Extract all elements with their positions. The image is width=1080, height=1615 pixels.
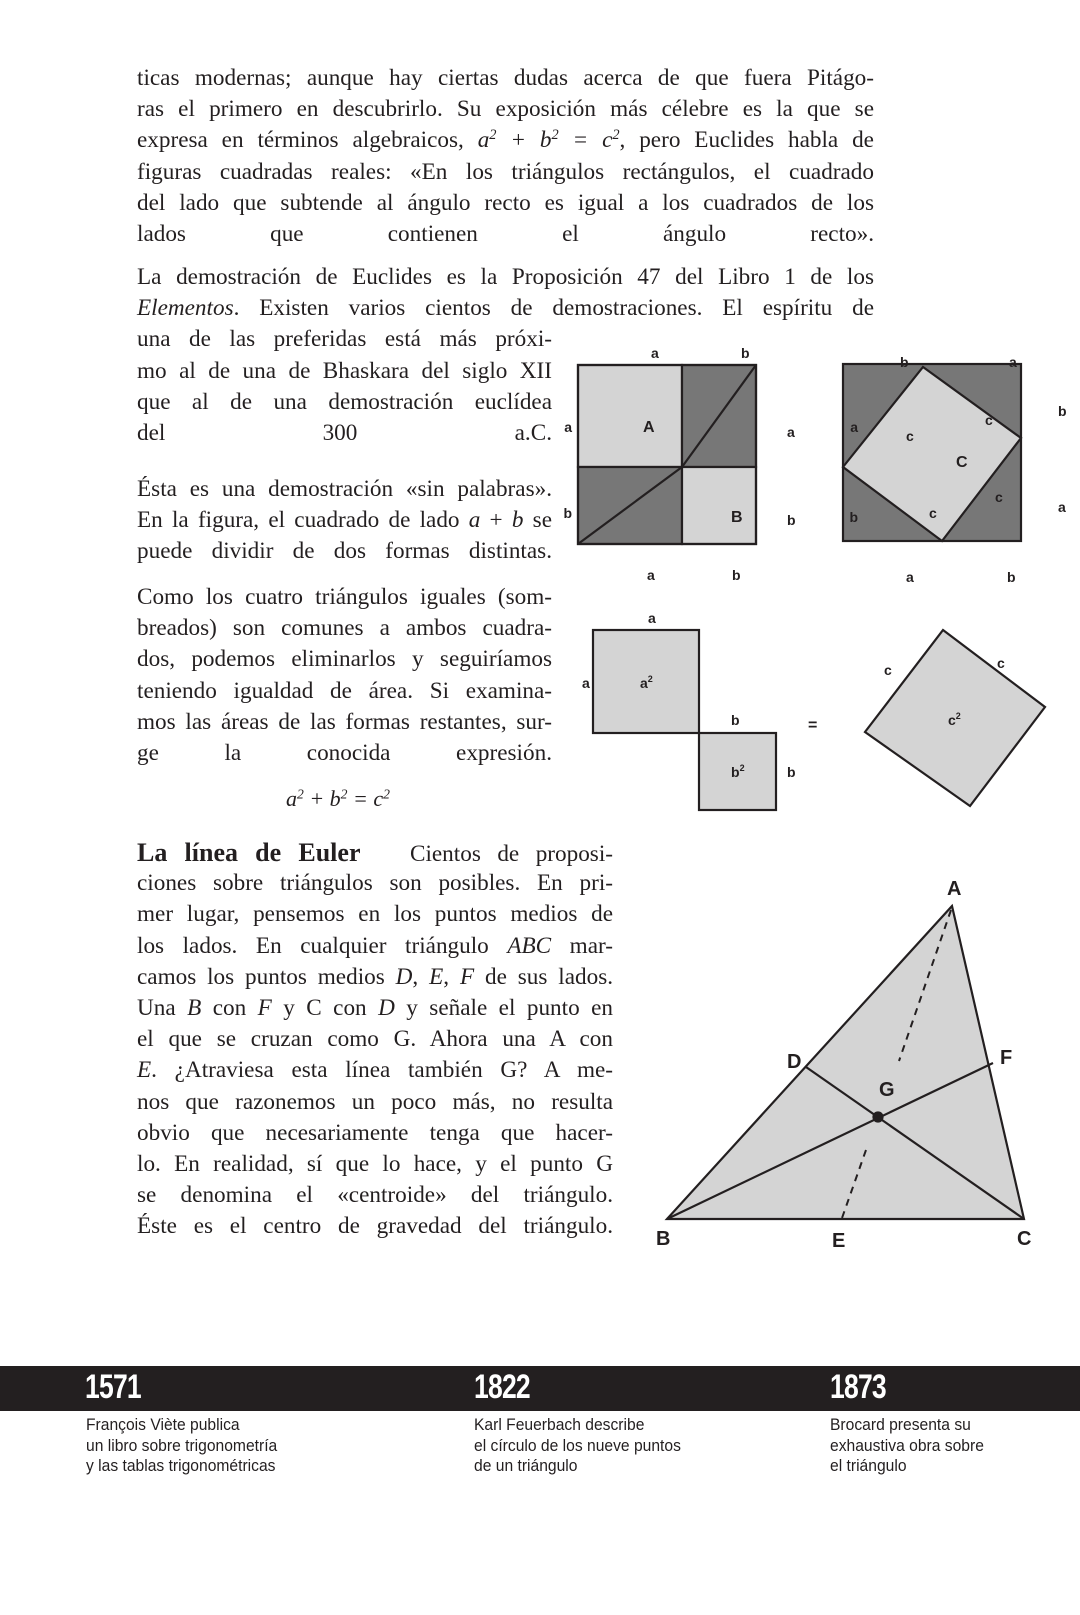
label-right-b: b — [787, 512, 796, 528]
text-line: Ésta es una demostración «sin palabras». — [137, 476, 552, 502]
label-top-b: b — [741, 345, 750, 361]
label-side-a: a — [582, 675, 590, 691]
text-line: del lado que subtende al ángulo recto es igual a los cuadrados de los — [137, 189, 874, 216]
side-label-c: c — [929, 505, 937, 521]
label-top-a: a — [651, 345, 659, 361]
text-line: ras el primero en descubrirlo. Su exposición más célebre es la que se — [137, 96, 874, 123]
timeline-year: 1873 — [830, 1368, 886, 1406]
text-line: La demostración de Euclides es la Proposición 47 del Libro 1 de los — [137, 264, 874, 290]
text-line: Una B con F y C con D y señale el punto en — [137, 994, 613, 1021]
area-label-b2: $b^2$ — [731, 763, 745, 780]
timeline-band — [0, 1366, 1080, 1411]
text-line: mos las áreas de las formas restantes, sur- — [137, 708, 552, 735]
text-line: se denomina el «centroide» del triángulo. — [137, 1182, 613, 1209]
centroid-label-G: G — [879, 1079, 895, 1101]
label-side-b: b — [787, 764, 796, 780]
text-line: del 300 a.C. — [137, 419, 552, 446]
label-bottom-a: a — [906, 569, 914, 585]
label-left-a: a — [850, 419, 858, 435]
text-line: el que se cruzan como G. Ahora una A con — [137, 1026, 613, 1053]
pythagorean-formula: $a^2 + b^2 = c^2$ — [286, 786, 390, 811]
region-label-C: C — [956, 454, 968, 471]
area-label-c2: $c^2$ — [948, 711, 961, 728]
figure-square-ab — [578, 365, 756, 544]
text-line: lados que contienen el ángulo recto». — [137, 220, 874, 247]
label-side-c: c — [997, 655, 1005, 671]
text-line: obvio que necesariamente tenga que hacer- — [137, 1119, 613, 1146]
side-label-c: c — [906, 428, 914, 444]
vertex-label-A: A — [947, 878, 962, 900]
label-left-a: a — [564, 419, 572, 435]
text-line: los lados. En cualquier triángulo ABC mar- — [137, 932, 613, 959]
text-line: teniendo igualdad de área. Si examina- — [137, 677, 552, 704]
label-top-b: b — [900, 354, 909, 370]
text-line: mer lugar, pensemos en los puntos medios de — [137, 901, 613, 928]
text-line: lo. En realidad, sí que lo hace, y el punto G — [137, 1150, 613, 1177]
label-bottom-a: a — [647, 567, 655, 583]
text-line: breados) son comunes a ambos cuadra- — [137, 615, 552, 642]
midpoint-label-E: E — [832, 1230, 846, 1252]
region-label-A: A — [643, 419, 655, 436]
text-line: camos los puntos medios D, E, F de sus lados. — [137, 963, 614, 990]
inline-formula: $a^2 + b^2 = c^2$ — [477, 127, 620, 154]
side-label-c: c — [995, 489, 1003, 505]
label-right-b: b — [1058, 403, 1067, 419]
text-line: Éste es el centro de gravedad del triángulo. — [137, 1213, 613, 1240]
text-line: una de las preferidas está más próxi- — [137, 326, 552, 353]
label-side-a: a — [648, 610, 656, 626]
label-side-b: b — [731, 712, 740, 728]
triangle-abc — [667, 906, 1024, 1219]
text-line: que al de una demostración euclídea — [137, 388, 552, 415]
midpoint-label-F: F — [1000, 1047, 1013, 1069]
vertex-label-B: B — [656, 1228, 671, 1250]
text-line: dos, podemos eliminarlos y seguiríamos — [137, 646, 552, 673]
timeline-entry: Karl Feuerbach describe el círculo de los nueve puntos de un triángulo — [474, 1415, 681, 1475]
label-bottom-b: b — [1007, 569, 1016, 585]
text-line: La línea de Euler Cientos de proposi- — [137, 838, 613, 867]
text-line: ge la conocida expresión. — [137, 739, 552, 766]
label-right-a: a — [787, 424, 795, 440]
text-line: mo al de una de Bhaskara del siglo XII — [137, 357, 552, 384]
figure-triangle-centroid — [667, 906, 1024, 1219]
text-line: E. ¿Atraviesa esta línea también G? A me- — [137, 1057, 613, 1084]
text-line: nos que razonemos un poco más, no resulta — [137, 1088, 613, 1115]
timeline-year: 1571 — [85, 1368, 141, 1406]
side-label-c: c — [985, 412, 993, 428]
region-label-B: B — [731, 509, 743, 526]
text-line: ciones sobre triángulos son posibles. En pri- — [137, 870, 613, 897]
section-heading: La línea de Euler — [137, 838, 361, 867]
label-side-c: c — [884, 662, 892, 678]
vertex-label-C: C — [1017, 1228, 1032, 1250]
figure-equality — [593, 630, 1045, 810]
label-left-b: b — [849, 509, 858, 525]
timeline-entry: Brocard presenta su exhaustiva obra sobre el triángulo — [830, 1415, 984, 1475]
text-line: expresa en términos algebraicos, $a^2 + b^2 = c^2$, pero Euclides habla de — [137, 127, 874, 154]
timeline-year: 1822 — [474, 1368, 530, 1406]
text-line: Elementos. Existen varios cientos de demostraciones. El espíritu de — [137, 295, 874, 322]
label-right-a: a — [1058, 499, 1066, 515]
label-left-b: b — [563, 505, 572, 521]
label-bottom-b: b — [732, 567, 741, 583]
label-top-a: a — [1009, 354, 1017, 370]
text-line: Como los cuatro triángulos iguales (som- — [137, 584, 552, 610]
text-line: figuras cuadradas reales: «En los triángulos rectángulos, el cuadrado — [137, 158, 874, 185]
midpoint-label-D: D — [787, 1051, 802, 1073]
text-line: ticas modernas; aunque hay ciertas dudas acerca de que fuera Pitágo- — [137, 65, 874, 91]
text-line: puede dividir de dos formas distintas. — [137, 538, 552, 565]
equals-sign: = — [808, 717, 818, 734]
area-label-a2: $a^2$ — [640, 674, 653, 691]
centroid-point — [874, 1113, 883, 1122]
timeline-entry: François Viète publica un libro sobre trigonometría y las tablas trigonométricas — [86, 1415, 278, 1475]
text-line: En la figura, el cuadrado de lado a + b se — [137, 507, 552, 534]
